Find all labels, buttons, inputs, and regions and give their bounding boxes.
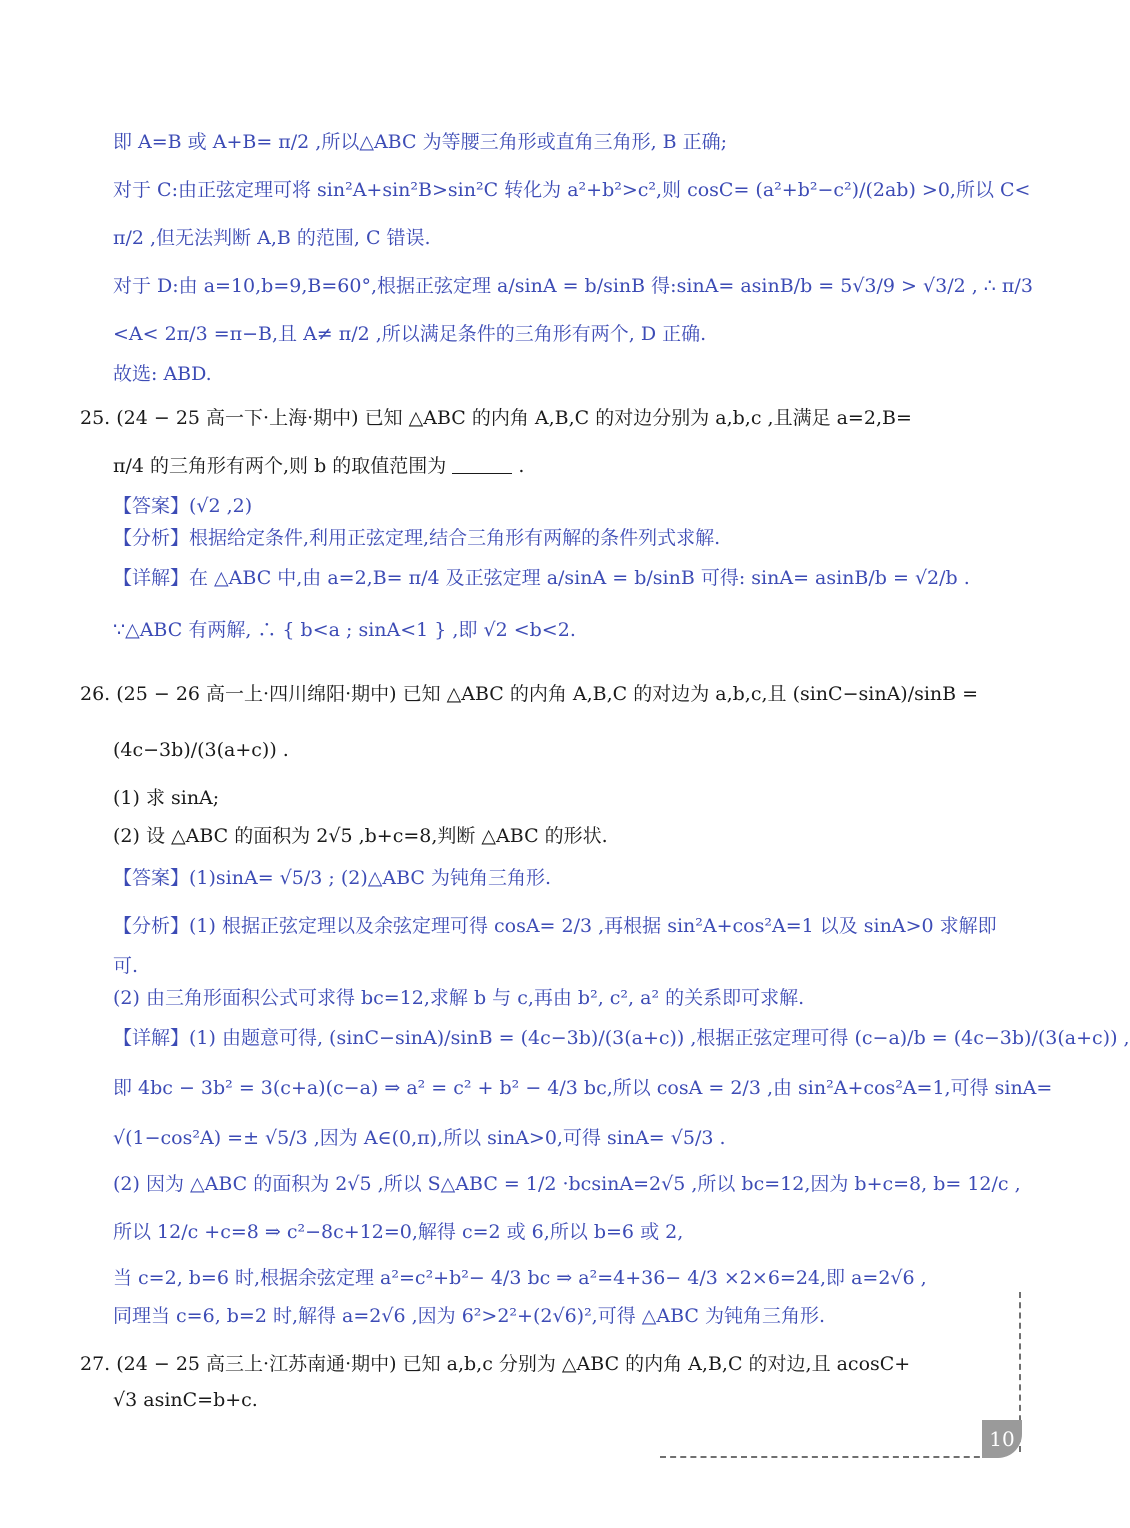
- detail-26: 【详解】(1) 由题意可得, (sinC−sinA)/sinB = (4c−3b)/(3(a+c)) ,根据正弦定理可得 (c−a)/b = (4c−3b)/(3(a+c)) ,: [113, 1027, 1130, 1049]
- question-27-line2: √3 asinC=b+c.: [113, 1389, 258, 1411]
- analysis-26-cont: 可.: [113, 955, 139, 977]
- question-26-part2: (2) 设 △ABC 的面积为 2√5 ,b+c=8,判断 △ABC 的形状.: [113, 825, 608, 847]
- solution-line: <A< 2π/3 =π−B,且 A≠ π/2 ,所以满足条件的三角形有两个, D 正确.: [113, 323, 707, 345]
- analysis-26-part2: (2) 由三角形面积公式可求得 bc=12,求解 b 与 c,再由 b², c², a² 的关系即可求解.: [113, 987, 805, 1009]
- page-border-dashed-horizontal: [660, 1456, 990, 1458]
- question-25-text: π/4 的三角形有两个,则 b 的取值范围为: [113, 455, 447, 477]
- detail-25: 【详解】在 △ABC 中,由 a=2,B= π/4 及正弦定理 a/sinA = b/sinB 可得: sinA= asinB/b = √2/b .: [113, 567, 970, 589]
- solution-line: 故选: ABD.: [113, 363, 212, 385]
- detail-26: (2) 因为 △ABC 的面积为 2√5 ,所以 S△ABC = 1/2 ·bcsinA=2√5 ,所以 bc=12,因为 b+c=8, b= 12/c ,: [113, 1173, 1021, 1195]
- detail-26: 同理当 c=6, b=2 时,解得 a=2√6 ,因为 6²>2²+(2√6)²,可得 △ABC 为钝角三角形.: [113, 1305, 826, 1327]
- solution-line: 对于 C:由正弦定理可将 sin²A+sin²B>sin²C 转化为 a²+b²>c²,则 cosC= (a²+b²−c²)/(2ab) >0,所以 C<: [113, 179, 1031, 201]
- detail-26: 当 c=2, b=6 时,根据余弦定理 a²=c²+b²− 4/3 bc ⇒ a²=4+36− 4/3 ×2×6=24,即 a=2√6 ,: [113, 1267, 927, 1289]
- solution-line: 对于 D:由 a=10,b=9,B=60°,根据正弦定理 a/sinA = b/sinB 得:sinA= asinB/b = 5√3/9 > √3/2 , ∴ π/3: [113, 275, 1033, 297]
- answer-blank: [452, 453, 512, 474]
- analysis-26: 【分析】(1) 根据正弦定理以及余弦定理可得 cosA= 2/3 ,再根据 sin²A+cos²A=1 以及 sinA>0 求解即: [113, 915, 997, 937]
- answer-25: 【答案】(√2 ,2): [113, 495, 253, 517]
- question-26-line2: (4c−3b)/(3(a+c)) .: [113, 739, 289, 761]
- question-27-line1: 27. (24 − 25 高三上·江苏南通·期中) 已知 a,b,c 分别为 △ABC 的内角 A,B,C 的对边,且 acosC+: [80, 1353, 911, 1375]
- detail-26: 所以 12/c +c=8 ⇒ c²−8c+12=0,解得 c=2 或 6,所以 b=6 或 2,: [113, 1221, 684, 1243]
- question-26-part1: (1) 求 sinA;: [113, 787, 220, 809]
- detail-26: √(1−cos²A) =± √5/3 ,因为 A∈(0,π),所以 sinA>0,可得 sinA= √5/3 .: [113, 1127, 726, 1149]
- question-25-line2: [113, 452, 1000, 480]
- solution-line: 即 A=B 或 A+B= π/2 ,所以△ABC 为等腰三角形或直角三角形, B 正确;: [113, 131, 728, 153]
- detail-25-conclusion: ∵△ABC 有两解, ∴ { b<a ; sinA<1 } ,即 √2 <b<2.: [113, 619, 576, 641]
- page-number: 10: [989, 1427, 1015, 1451]
- question-25-line1: 25. (24 − 25 高一下·上海·期中) 已知 △ABC 的内角 A,B,C 的对边分别为 a,b,c ,且满足 a=2,B=: [80, 407, 912, 429]
- question-26-line1: 26. (25 − 26 高一上·四川绵阳·期中) 已知 △ABC 的内角 A,B,C 的对边为 a,b,c,且 (sinC−sinA)/sinB =: [80, 683, 979, 705]
- answer-26: 【答案】(1)sinA= √5/3 ; (2)△ABC 为钝角三角形.: [113, 867, 552, 889]
- analysis-25: 【分析】根据给定条件,利用正弦定理,结合三角形有两解的条件列式求解.: [113, 527, 721, 549]
- solution-line: π/2 ,但无法判断 A,B 的范围, C 错误.: [113, 227, 431, 249]
- detail-26: 即 4bc − 3b² = 3(c+a)(c−a) ⇒ a² = c² + b² − 4/3 bc,所以 cosA = 2/3 ,由 sin²A+cos²A=1,可得 sinA=: [113, 1077, 1053, 1099]
- question-25-end: .: [518, 455, 525, 477]
